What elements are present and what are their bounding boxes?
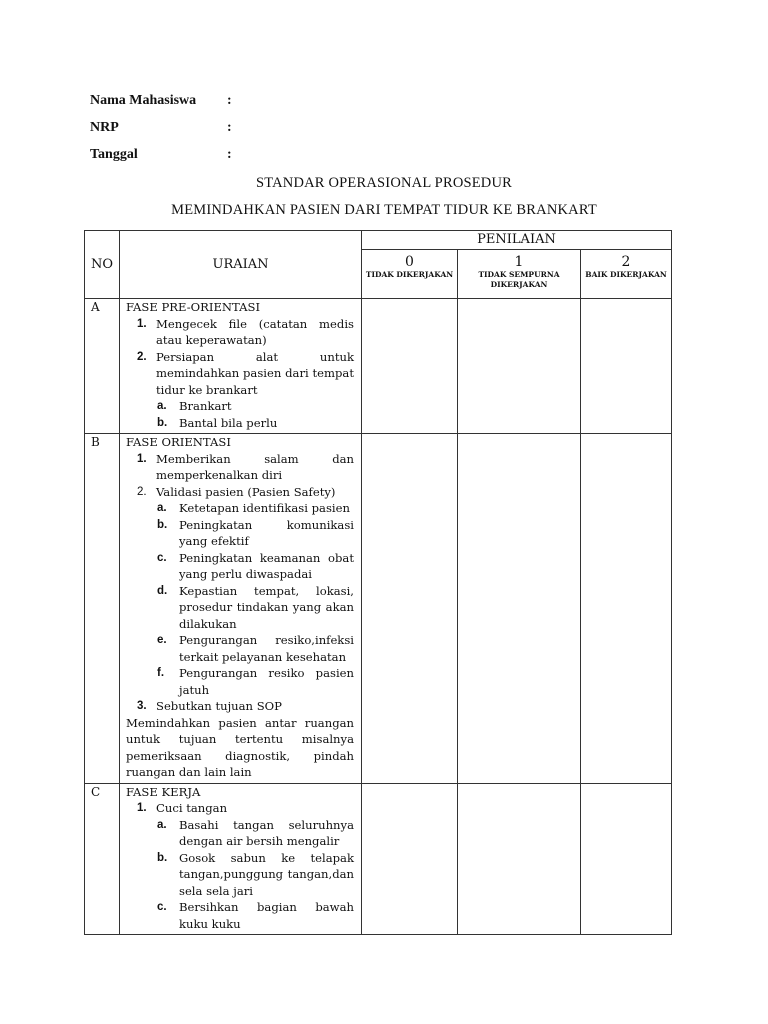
list-marker: c. <box>157 551 167 564</box>
list-marker: 2. <box>137 485 147 498</box>
score-cell-0[interactable] <box>362 299 458 434</box>
sub-list-item <box>126 583 354 633</box>
list-item <box>126 316 354 349</box>
section-title: FASE ORIENTASI <box>126 435 231 449</box>
list-item-text: Memberikan salam dan memperkenalkan diri <box>156 451 354 482</box>
sop-purpose-paragraph: Memindahkan pasien antar ruangan untuk tujuan tertentu misalnya pemeriksaan diagnostik, pindah ruangan dan lain lain <box>126 715 354 779</box>
score-value: 2 <box>621 254 631 270</box>
list-item-text: Bantal bila perlu <box>179 415 278 430</box>
list-item-text: Mengecek file (catatan medis atau keperawatan) <box>156 316 354 347</box>
field-label: NRP <box>90 120 119 135</box>
score-cell-1[interactable] <box>458 434 581 784</box>
section-number: C <box>85 783 120 935</box>
list-item-text: Validasi pasien (Pasien Safety) <box>156 484 336 499</box>
list-marker: a. <box>157 400 167 412</box>
document-title: STANDAR OPERASIONAL PROSEDUR <box>255 175 513 191</box>
section-number: B <box>85 434 120 784</box>
list-item <box>126 698 354 715</box>
list-marker: c. <box>157 901 167 913</box>
column-header-no: NO <box>85 231 120 299</box>
score-description: TIDAK DIKERJAKAN <box>365 270 454 279</box>
list-marker: a. <box>157 502 167 514</box>
list-item-text: Gosok sabun ke telapak tangan,punggung tangan,dan sela sela jari <box>179 850 354 898</box>
list-item-text: Peningkatan keamanan obat yang perlu diwaspadai <box>179 550 354 581</box>
table-row-section-c <box>85 783 672 935</box>
section-content <box>120 783 362 935</box>
field-label: Tanggal <box>90 147 138 162</box>
list-item-text: Sebutkan tujuan SOP <box>156 699 282 713</box>
section-content <box>120 299 362 434</box>
table-row-section-b <box>85 434 672 784</box>
column-header-penilaian: PENILAIAN <box>362 231 672 250</box>
document-subtitle: MEMINDAHKAN PASIEN DARI TEMPAT TIDUR KE BRANKART <box>171 202 597 218</box>
list-marker: 1. <box>137 452 147 465</box>
sub-list-item <box>126 899 354 932</box>
score-cell-1[interactable] <box>458 783 581 935</box>
list-marker: 1. <box>137 802 147 814</box>
list-marker: d. <box>157 584 168 597</box>
sub-list-item <box>126 398 354 415</box>
list-item-text: Pengurangan resiko,infeksi terkait pelayanan kesehatan <box>179 633 354 664</box>
list-marker: 1. <box>137 317 147 330</box>
sub-list-item <box>126 632 354 665</box>
score-cell-1[interactable] <box>458 299 581 434</box>
list-item <box>126 451 354 484</box>
sub-list-item <box>126 817 354 850</box>
list-item <box>126 484 354 699</box>
list-marker: a. <box>157 818 167 831</box>
list-marker: 3. <box>137 700 147 712</box>
field-tanggal <box>90 147 232 163</box>
list-item <box>126 800 354 932</box>
list-marker: b. <box>157 518 168 531</box>
sub-list-item <box>126 550 354 583</box>
score-description: TIDAK SEMPURNA DIKERJAKAN <box>478 270 560 289</box>
sub-list-item <box>126 500 354 517</box>
sub-list-item <box>126 517 354 550</box>
list-item-text: Ketetapan identifikasi pasien <box>179 501 350 515</box>
score-cell-2[interactable] <box>581 434 672 784</box>
score-header-0 <box>362 250 458 299</box>
score-header-1 <box>458 250 581 299</box>
score-cell-2[interactable] <box>581 783 672 935</box>
section-content <box>120 434 362 784</box>
sop-checklist-table <box>84 230 672 935</box>
section-title: FASE PRE-ORIENTASI <box>126 300 261 314</box>
list-item-text: Bersihkan bagian bawah kuku kuku <box>179 900 354 931</box>
score-cell-0[interactable] <box>362 783 458 935</box>
score-description: BAIK DIKERJAKAN <box>585 270 667 279</box>
list-marker: b. <box>157 851 168 864</box>
table-row-section-a <box>85 299 672 434</box>
field-separator: : <box>227 147 232 162</box>
list-item-text: Basahi tangan seluruhnya dengan air bersih mengalir <box>179 817 354 848</box>
list-marker: b. <box>157 416 168 429</box>
sub-list-item <box>126 850 354 900</box>
list-marker: f. <box>157 667 165 679</box>
sub-list-item <box>126 415 354 432</box>
list-marker: 2. <box>137 350 147 363</box>
score-value: 0 <box>405 254 414 270</box>
list-item-text: Kepastian tempat, lokasi, prosedur tindakan yang akan dilakukan <box>179 583 354 631</box>
list-item-text: Pengurangan resiko pasien jatuh <box>179 666 354 697</box>
sub-list-item <box>126 665 354 698</box>
score-cell-2[interactable] <box>581 299 672 434</box>
list-item-text: Brankart <box>179 399 232 413</box>
score-cell-0[interactable] <box>362 434 458 784</box>
list-item-text: Persiapan alat untuk memindahkan pasien dari tempat tidur ke brankart <box>156 349 354 397</box>
field-nrp <box>90 120 232 136</box>
score-header-2 <box>581 250 672 299</box>
field-separator: : <box>227 120 232 135</box>
section-number: A <box>85 299 120 434</box>
score-value: 1 <box>514 254 524 270</box>
column-header-uraian: URAIAN <box>120 231 362 299</box>
field-label: Nama Mahasiswa <box>90 93 197 108</box>
list-marker: e. <box>157 634 167 646</box>
field-separator: : <box>227 93 232 108</box>
list-item-text: Peningkatan komunikasi yang efektif <box>179 517 354 548</box>
list-item <box>126 349 354 432</box>
field-nama-mahasiswa <box>90 93 232 109</box>
list-item-text: Cuci tangan <box>156 801 228 815</box>
section-title: FASE KERJA <box>126 784 201 799</box>
